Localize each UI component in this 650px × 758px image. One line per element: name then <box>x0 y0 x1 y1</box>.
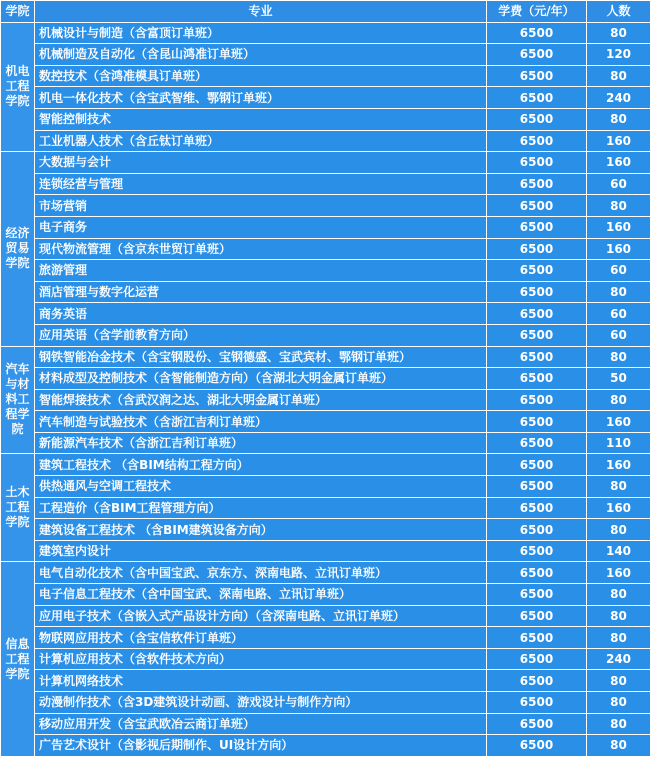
table-row <box>1 540 650 562</box>
count-cell: 80 <box>587 670 650 692</box>
fee-cell: 6500 <box>487 22 587 44</box>
table-row <box>1 44 650 66</box>
count-cell: 160 <box>587 238 650 260</box>
table-row <box>1 152 650 174</box>
count-cell: 60 <box>587 324 650 346</box>
count-cell: 160 <box>587 152 650 174</box>
fee-cell: 6500 <box>487 562 587 584</box>
count-cell: 80 <box>587 476 650 498</box>
major-cell: 广告艺术设计（含影视后期制作、UI设计方向） <box>35 735 487 757</box>
table-row <box>1 584 650 606</box>
table-row <box>1 692 650 714</box>
major-cell: 新能源汽车技术（含浙江吉利订单班） <box>35 432 487 454</box>
table-row <box>1 22 650 44</box>
major-cell: 动漫制作技术（含3D建筑设计动画、游戏设计与制作方向） <box>35 692 487 714</box>
fee-cell: 6500 <box>487 260 587 282</box>
major-cell: 物联网应用技术（含宝信软件订单班） <box>35 627 487 649</box>
major-cell: 机械设计与制造（含富顶订单班） <box>35 22 487 44</box>
count-cell: 240 <box>587 87 650 109</box>
fee-cell: 6500 <box>487 368 587 390</box>
table-row <box>1 713 650 735</box>
major-cell: 应用电子技术（含嵌入式产品设计方向）（含深南电路、立讯订单班） <box>35 605 487 627</box>
fee-cell: 6500 <box>487 713 587 735</box>
fee-cell: 6500 <box>487 411 587 433</box>
college-name: 汽车与材料工程学院 <box>1 346 35 454</box>
major-cell: 工业机器人技术（含丘钛订单班） <box>35 130 487 152</box>
major-cell: 酒店管理与数字化运营 <box>35 281 487 303</box>
major-cell: 工程造价（含BIM工程管理方向） <box>35 497 487 519</box>
major-cell: 市场营销 <box>35 195 487 217</box>
count-cell: 80 <box>587 605 650 627</box>
fee-cell: 6500 <box>487 152 587 174</box>
fee-cell: 6500 <box>487 87 587 109</box>
count-cell: 80 <box>587 65 650 87</box>
fee-cell: 6500 <box>487 584 587 606</box>
major-cell: 旅游管理 <box>35 260 487 282</box>
fee-cell: 6500 <box>487 303 587 325</box>
table-row <box>1 432 650 454</box>
major-cell: 机电一体化技术（含宝武智维、鄂钢订单班） <box>35 87 487 109</box>
table-body <box>1 22 650 756</box>
count-cell: 80 <box>587 389 650 411</box>
fee-cell: 6500 <box>487 173 587 195</box>
table-row <box>1 627 650 649</box>
major-cell: 供热通风与空调工程技术 <box>35 476 487 498</box>
header-count: 人数 <box>587 1 650 23</box>
count-cell: 80 <box>587 519 650 541</box>
table-row <box>1 519 650 541</box>
major-cell: 材料成型及控制技术（含智能制造方向）（含湖北大明金属订单班） <box>35 368 487 390</box>
college-name: 土木工程学院 <box>1 454 35 562</box>
fee-cell: 6500 <box>487 44 587 66</box>
count-cell: 80 <box>587 281 650 303</box>
major-cell: 建筑工程技术 （含BIM结构工程方向） <box>35 454 487 476</box>
fee-cell: 6500 <box>487 324 587 346</box>
fee-cell: 6500 <box>487 497 587 519</box>
count-cell: 80 <box>587 627 650 649</box>
table-row <box>1 87 650 109</box>
count-cell: 80 <box>587 195 650 217</box>
fee-cell: 6500 <box>487 346 587 368</box>
count-cell: 160 <box>587 454 650 476</box>
major-cell: 商务英语 <box>35 303 487 325</box>
count-cell: 160 <box>587 130 650 152</box>
fee-cell: 6500 <box>487 216 587 238</box>
table-row <box>1 368 650 390</box>
count-cell: 160 <box>587 497 650 519</box>
major-cell: 钢铁智能冶金技术（含宝钢股份、宝钢德盛、宝武宾材、鄂钢订单班） <box>35 346 487 368</box>
table-row <box>1 605 650 627</box>
count-cell: 60 <box>587 173 650 195</box>
college-name: 经济贸易学院 <box>1 152 35 346</box>
major-cell: 现代物流管理（含京东世贸订单班） <box>35 238 487 260</box>
count-cell: 60 <box>587 303 650 325</box>
count-cell: 240 <box>587 648 650 670</box>
count-cell: 50 <box>587 368 650 390</box>
header-college: 学院 <box>1 1 35 23</box>
major-cell: 数控技术（含鸿准模具订单班） <box>35 65 487 87</box>
fee-cell: 6500 <box>487 432 587 454</box>
major-cell: 电气自动化技术（含中国宝武、京东方、深南电路、立讯订单班） <box>35 562 487 584</box>
fee-cell: 6500 <box>487 108 587 130</box>
table-row <box>1 476 650 498</box>
table-row <box>1 173 650 195</box>
fee-cell: 6500 <box>487 476 587 498</box>
major-cell: 汽车制造与试验技术（含浙江吉利订单班） <box>35 411 487 433</box>
count-cell: 80 <box>587 692 650 714</box>
fee-cell: 6500 <box>487 735 587 757</box>
count-cell: 80 <box>587 584 650 606</box>
fee-cell: 6500 <box>487 670 587 692</box>
table-row <box>1 238 650 260</box>
table-row <box>1 389 650 411</box>
major-cell: 建筑室内设计 <box>35 540 487 562</box>
major-cell: 计算机应用技术（含软件技术方向） <box>35 648 487 670</box>
major-cell: 连锁经营与管理 <box>35 173 487 195</box>
header-major: 专业 <box>35 1 487 23</box>
count-cell: 80 <box>587 108 650 130</box>
table-row <box>1 648 650 670</box>
fee-cell: 6500 <box>487 519 587 541</box>
fee-cell: 6500 <box>487 605 587 627</box>
major-cell: 应用英语（含学前教育方向） <box>35 324 487 346</box>
table-row <box>1 108 650 130</box>
table-header-row <box>1 1 650 23</box>
count-cell: 160 <box>587 411 650 433</box>
table-row <box>1 411 650 433</box>
major-cell: 电子信息工程技术（含中国宝武、深南电路、立讯订单班） <box>35 584 487 606</box>
header-fee: 学费（元/年） <box>487 1 587 23</box>
count-cell: 140 <box>587 540 650 562</box>
fee-cell: 6500 <box>487 130 587 152</box>
count-cell: 80 <box>587 713 650 735</box>
table-row <box>1 670 650 692</box>
table-row <box>1 65 650 87</box>
table-row <box>1 216 650 238</box>
major-cell: 机械制造及自动化（含昆山鸿准订单班） <box>35 44 487 66</box>
fee-cell: 6500 <box>487 389 587 411</box>
table-row <box>1 195 650 217</box>
fee-cell: 6500 <box>487 648 587 670</box>
table-row <box>1 260 650 282</box>
major-cell: 电子商务 <box>35 216 487 238</box>
table-row <box>1 497 650 519</box>
table-row <box>1 281 650 303</box>
college-name: 机电工程学院 <box>1 22 35 152</box>
fee-cell: 6500 <box>487 454 587 476</box>
fee-cell: 6500 <box>487 692 587 714</box>
table-row <box>1 303 650 325</box>
count-cell: 110 <box>587 432 650 454</box>
table-row <box>1 324 650 346</box>
major-cell: 计算机网络技术 <box>35 670 487 692</box>
fee-cell: 6500 <box>487 627 587 649</box>
fee-cell: 6500 <box>487 238 587 260</box>
count-cell: 80 <box>587 346 650 368</box>
major-cell: 智能焊接技术（含武汉润之达、湖北大明金属订单班） <box>35 389 487 411</box>
fee-cell: 6500 <box>487 65 587 87</box>
count-cell: 80 <box>587 22 650 44</box>
major-cell: 大数据与会计 <box>35 152 487 174</box>
table-row <box>1 346 650 368</box>
major-cell: 建筑设备工程技术 （含BIM建筑设备方向） <box>35 519 487 541</box>
college-name: 信息工程学院 <box>1 562 35 756</box>
table-row <box>1 562 650 584</box>
count-cell: 60 <box>587 260 650 282</box>
count-cell: 160 <box>587 216 650 238</box>
table-row <box>1 454 650 476</box>
fee-cell: 6500 <box>487 540 587 562</box>
fee-cell: 6500 <box>487 281 587 303</box>
count-cell: 120 <box>587 44 650 66</box>
major-cell: 智能控制技术 <box>35 108 487 130</box>
fee-cell: 6500 <box>487 195 587 217</box>
major-cell: 移动应用开发（含宝武欧冶云商订单班） <box>35 713 487 735</box>
count-cell: 160 <box>587 562 650 584</box>
count-cell: 80 <box>587 735 650 757</box>
table-row <box>1 130 650 152</box>
table-row <box>1 735 650 757</box>
